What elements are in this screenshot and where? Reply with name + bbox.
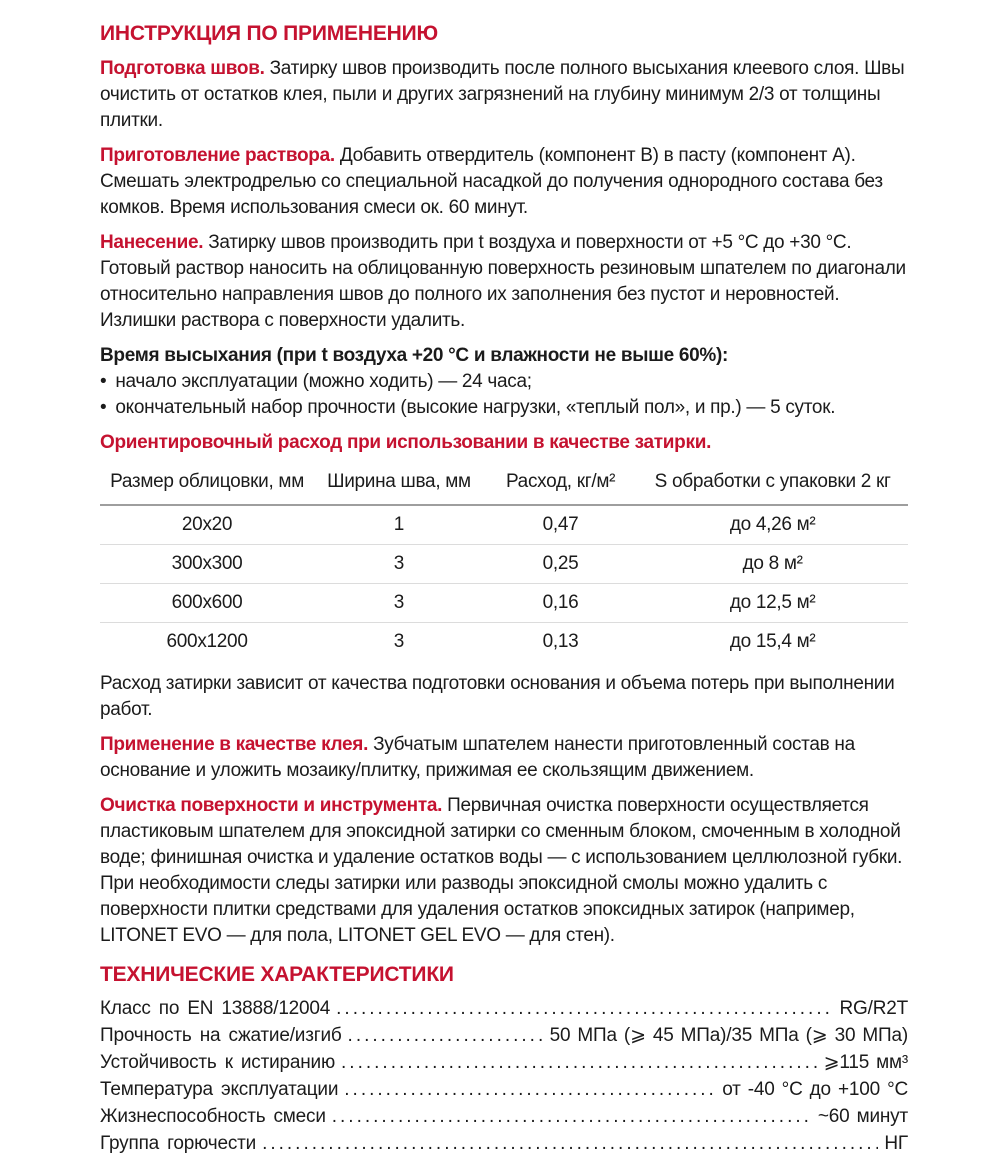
consumption-note: Расход затирки зависит от качества подготовки основания и объема потерь при выполнении работ. [100,673,895,720]
drying-bullet-1 [100,369,908,395]
paragraph-lead-seam-preparation: Подготовка швов. [100,58,265,79]
table-row [100,584,908,623]
consumption-heading: Ориентировочный расход при использовании в качестве затирки. [100,432,712,453]
paragraph-lead-use-as-adhesive: Применение в качестве клея. [100,734,369,755]
spec-row-abrasion [100,1049,908,1076]
dotted-leader [344,1076,716,1103]
bullet-icon: • [100,371,107,392]
table-cell: 600x1200 [166,631,248,652]
tech-specs-heading: ТЕХНИЧЕСКИЕ ХАРАКТЕРИСТИКИ [100,963,454,986]
spec-label-temperature: Температура эксплуатации [100,1079,339,1100]
paragraph-lead-cleaning: Очистка поверхности и инструмента. [100,795,443,816]
spec-value-abrasion: ⩾115 мм³ [823,1052,908,1073]
spec-label-pot-life: Жизнеспособность смеси [100,1106,326,1127]
spec-row-flammability [100,1130,908,1157]
paragraph-application [100,230,908,334]
spec-value-temperature: от -40 °C до +100 °C [722,1079,908,1100]
spec-value-class: RG/R2T [839,998,908,1019]
spec-value-strength: 50 МПа (⩾ 45 МПа)/35 МПа (⩾ 30 МПа) [549,1025,908,1046]
table-row [100,505,908,545]
table-header-row [100,462,908,505]
spec-row-temperature [100,1076,908,1103]
table-header-coverage: S обработки с упаковки 2 кг [637,462,908,505]
table-row [100,545,908,584]
paragraph-cleaning [100,793,908,949]
paragraph-lead-mortar-mixing: Приготовление раствора. [100,145,335,166]
table-cell: 0,16 [484,584,638,623]
dotted-leader [332,1103,812,1130]
table-cell: до 4,26 м² [637,505,908,545]
table-cell: 300x300 [100,545,314,584]
paragraph-body-seam-preparation: Затирку швов производить после полного высыхания клеевого слоя. Швы очистить от остатков клея, пыли и других загрязнений на глубину минимум 2/3 от толщины плитки. [100,58,905,131]
dotted-leader [262,1130,878,1157]
table-cell: 0,13 [542,631,579,652]
table-cell: 1 [314,505,484,545]
table-cell: до 15,4 м² [729,631,816,652]
dotted-leader [341,1049,818,1076]
drying-bullet-1-text: начало эксплуатации (можно ходить) — 24 часа; [115,371,532,392]
paragraph-lead-application: Нанесение. [100,232,204,253]
table-cell: 3 [314,584,484,623]
spec-value-flammability: НГ [884,1133,908,1154]
table-header-tile-size: Размер облицовки, мм [100,462,314,505]
table-cell: 0,47 [484,505,638,545]
spec-row-class [100,995,908,1022]
spec-label-abrasion: Устойчивость к истиранию [100,1052,336,1073]
drying-bullet-2 [100,395,908,421]
table-cell: до 12,5 м² [637,584,908,623]
spec-label-strength: Прочность на сжатие/изгиб [100,1025,342,1046]
table-row [100,623,908,662]
paragraph-seam-preparation [100,56,908,134]
drying-time-heading: Время высыхания (при t воздуха +20 °C и влажности не выше 60%): [100,345,729,366]
consumption-table [100,462,908,661]
table-header-consumption: Расход, кг/м² [484,462,638,505]
paragraph-body-mortar-mixing: Добавить отвердитель (компонент B) в пасту (компонент A). Смешать электродрелью со специальной насадкой до получения однородного состава без комков. Время использования смеси ок. 60 минут. [100,145,883,218]
spec-row-strength [100,1022,908,1049]
table-cell: 600x600 [100,584,314,623]
table-header-joint-width: Ширина шва, мм [314,462,484,505]
table-cell: 20x20 [100,505,314,545]
spec-value-pot-life: ~60 минут [817,1106,908,1127]
page-title: ИНСТРУКЦИЯ ПО ПРИМЕНЕНИЮ [100,22,438,45]
table-cell: 3 [314,545,484,584]
drying-bullet-2-text: окончательный набор прочности (высокие нагрузки, «теплый пол», и пр.) — 5 суток. [115,397,836,418]
bullet-icon: • [100,397,107,418]
table-cell: 0,25 [484,545,638,584]
spec-label-class: Класс по EN 13888/12004 [100,998,331,1019]
paragraph-body-use-as-adhesive: Зубчатым шпателем нанести приготовленный состав на основание и уложить мозаику/плитку, прижимая ее скользящим движением. [100,734,855,781]
paragraph-use-as-adhesive [100,732,908,784]
dotted-leader [348,1022,544,1049]
paragraph-mortar-mixing [100,143,908,221]
paragraph-body-cleaning: Первичная очистка поверхности осуществляется пластиковым шпателем для эпоксидной затирки со сменным блоком, смоченным в холодной воде; финишная очистка и удаление остатков воды — с использованием целлюлозной губки. При необходимости следы затирки или разводы эпоксидной смолы можно удалить с поверхности плитки средствами для удаления остатков эпоксидных затирок (например, LITONET EVO — для пола, LITONET GEL EVO — для стен). [100,795,903,946]
dotted-leader [336,995,833,1022]
spec-row-pot-life [100,1103,908,1130]
table-cell: до 8 м² [637,545,908,584]
spec-label-flammability: Группа горючести [100,1133,257,1154]
paragraph-body-application: Затирку швов производить при t воздуха и поверхности от +5 °C до +30 °C. Готовый раствор наносить на облицованную поверхность резиновым шпателем по диагонали относительно направления швов до полного их заполнения без пустот и неровностей. Излишки раствора с поверхности удалить. [100,232,906,331]
table-cell: 3 [393,631,405,652]
